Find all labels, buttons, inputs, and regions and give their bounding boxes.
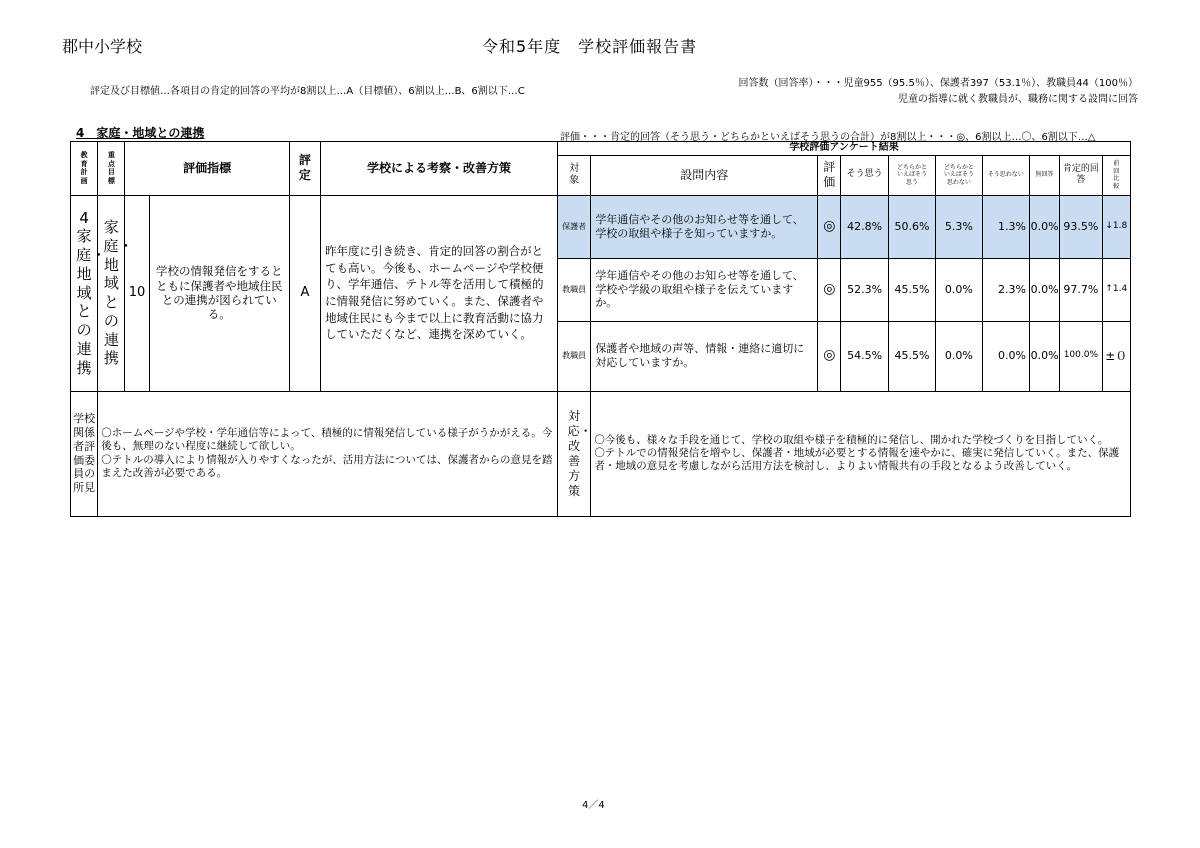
survey-target: 保護者 (558, 195, 591, 258)
page-number: 4／4 (582, 800, 605, 811)
response-label: 対応・改善方策 (558, 391, 591, 516)
criteria-note: 評定及び目標値…各項目の肯定的回答の平均が8割以上…A（目標値）、6割以上…B、6割以下…C (90, 86, 525, 97)
committee-comment: 〇ホームページや学校・学年通信等によって、積極的に情報発信している様子がうかがえる。今後も、無理のない程度に継続して欲しい。 〇テトルの導入により情報が入りやすくなったが、活用方法については、保護者からの意見を踏まえた改善が必要である。 (98, 391, 558, 516)
col-positive-header: 肯定的回答 (1060, 155, 1102, 195)
indicator-text: 学校の情報発信をするとともに保護者や地域住民との連携が図られている。 (149, 195, 289, 391)
response-note: 児童の指導に就く教職員が、職務に関する設問に回答 (898, 94, 1138, 105)
item-number: 10 (125, 195, 149, 391)
report-title: 令和5年度 学校評価報告書 (482, 37, 698, 56)
evaluation-legend: 評価・・・肯定的回答（そう思う・どちらかといえばそう思うの合計）が8割以上・・・◎、6割以上…〇、6割以下…△ (560, 132, 1096, 143)
col-target-header: 対象 (558, 155, 591, 195)
survey-target: 教職員 (558, 258, 591, 321)
survey-eval: ◎ (818, 321, 841, 391)
focus-cell: 家庭・地域との連携 (98, 195, 125, 391)
col-disagree-header: そう思わない (982, 155, 1029, 195)
survey-prev: ↑1.4 (1102, 258, 1130, 321)
school-name: 郡中小学校 (62, 37, 143, 56)
survey-target: 教職員 (558, 321, 591, 391)
col-question-header: 設問内容 (591, 155, 818, 195)
col-somewhat-agree-header: どちらかといえばそう思う (888, 155, 935, 195)
col-prev-header: 前回比較 (1102, 155, 1130, 195)
survey-question: 学年通信やその他のお知らせ等を通して、学校や学級の取組や様子を伝えていますか。 (591, 258, 818, 321)
survey-positive: 93.5% (1060, 195, 1102, 258)
survey-eval: ◎ (818, 258, 841, 321)
survey-somewhat-agree: 50.6% (888, 195, 935, 258)
response-plan: 〇今後も、様々な手段を通じて、学校の取組や様子を積極的に発信し、開かれた学校づくりを目指していく。 〇テトルでの情報発信を増やし、保護者・地域が必要とする情報を速やかに、確実に発信していく。また、保護者・地域の意見を考慮しながら活用方法を検討し、よりよい情報共有の手段となるよう改善していく。 (591, 391, 1131, 516)
survey-somewhat-disagree: 5.3% (936, 195, 982, 258)
col-indicator-header: 評価指標 (125, 142, 289, 196)
col-somewhat-disagree-header: どちらかといえばそう思わない (936, 155, 982, 195)
survey-somewhat-disagree: 0.0% (936, 321, 982, 391)
survey-agree: 54.5% (841, 321, 888, 391)
survey-prev: ±０ (1102, 321, 1130, 391)
survey-header: 学校評価アンケート結果 (558, 142, 1131, 156)
survey-question: 学年通信やその他のお知らせ等を通して、学校の取組や様子を知っていますか。 (591, 195, 818, 258)
survey-question: 保護者や地域の声等、情報・連絡に適切に対応していますか。 (591, 321, 818, 391)
survey-agree: 52.3% (841, 258, 888, 321)
survey-somewhat-disagree: 0.0% (936, 258, 982, 321)
evaluation-table (70, 141, 1131, 517)
grade-cell: A (289, 195, 320, 391)
survey-positive: 97.7% (1060, 258, 1102, 321)
survey-somewhat-agree: 45.5% (888, 321, 935, 391)
col-noanswer-header: 無回答 (1029, 155, 1059, 195)
survey-positive: 100.0% (1060, 321, 1102, 391)
reflection-text: 昨年度に引き続き、肯定的回答の割合がとても高い。今後も、ホームページや学校便り、学年通信、テトル等を活用して積極的に情報発信に努めていく。また、保護者や地域住民にも今まで以上に教育活動に協力していただくなど、連携を深めていく。 (321, 195, 558, 391)
survey-prev: ↓1.8 (1102, 195, 1130, 258)
col-reflection-header: 学校による考察・改善方策 (321, 142, 558, 196)
survey-agree: 42.8% (841, 195, 888, 258)
survey-noanswer: 0.0% (1029, 258, 1059, 321)
survey-disagree: 1.3% (982, 195, 1029, 258)
col-eval-header: 評価 (818, 155, 841, 195)
survey-noanswer: 0.0% (1029, 195, 1059, 258)
survey-somewhat-agree: 45.5% (888, 258, 935, 321)
col-agree-header: そう思う (841, 155, 888, 195)
survey-disagree: 0.0% (982, 321, 1029, 391)
survey-disagree: 2.3% (982, 258, 1029, 321)
col-focus-header: 重点目標 (98, 142, 125, 196)
response-count: 回答数（回答率）・・・児童955（95.5％）、保護者397（53.1％）、教職員44（100％） (738, 78, 1138, 89)
survey-noanswer: 0.0% (1029, 321, 1059, 391)
plan-cell: 4家庭・地域との連携 (71, 195, 98, 391)
col-grade-header: 評定 (289, 142, 320, 196)
committee-label: 学校関係者評価委員の所見 (71, 391, 98, 516)
col-plan-header: 教育計画 (71, 142, 98, 196)
section-title: 4 家庭・地域との連携 (76, 126, 205, 140)
survey-eval: ◎ (818, 195, 841, 258)
